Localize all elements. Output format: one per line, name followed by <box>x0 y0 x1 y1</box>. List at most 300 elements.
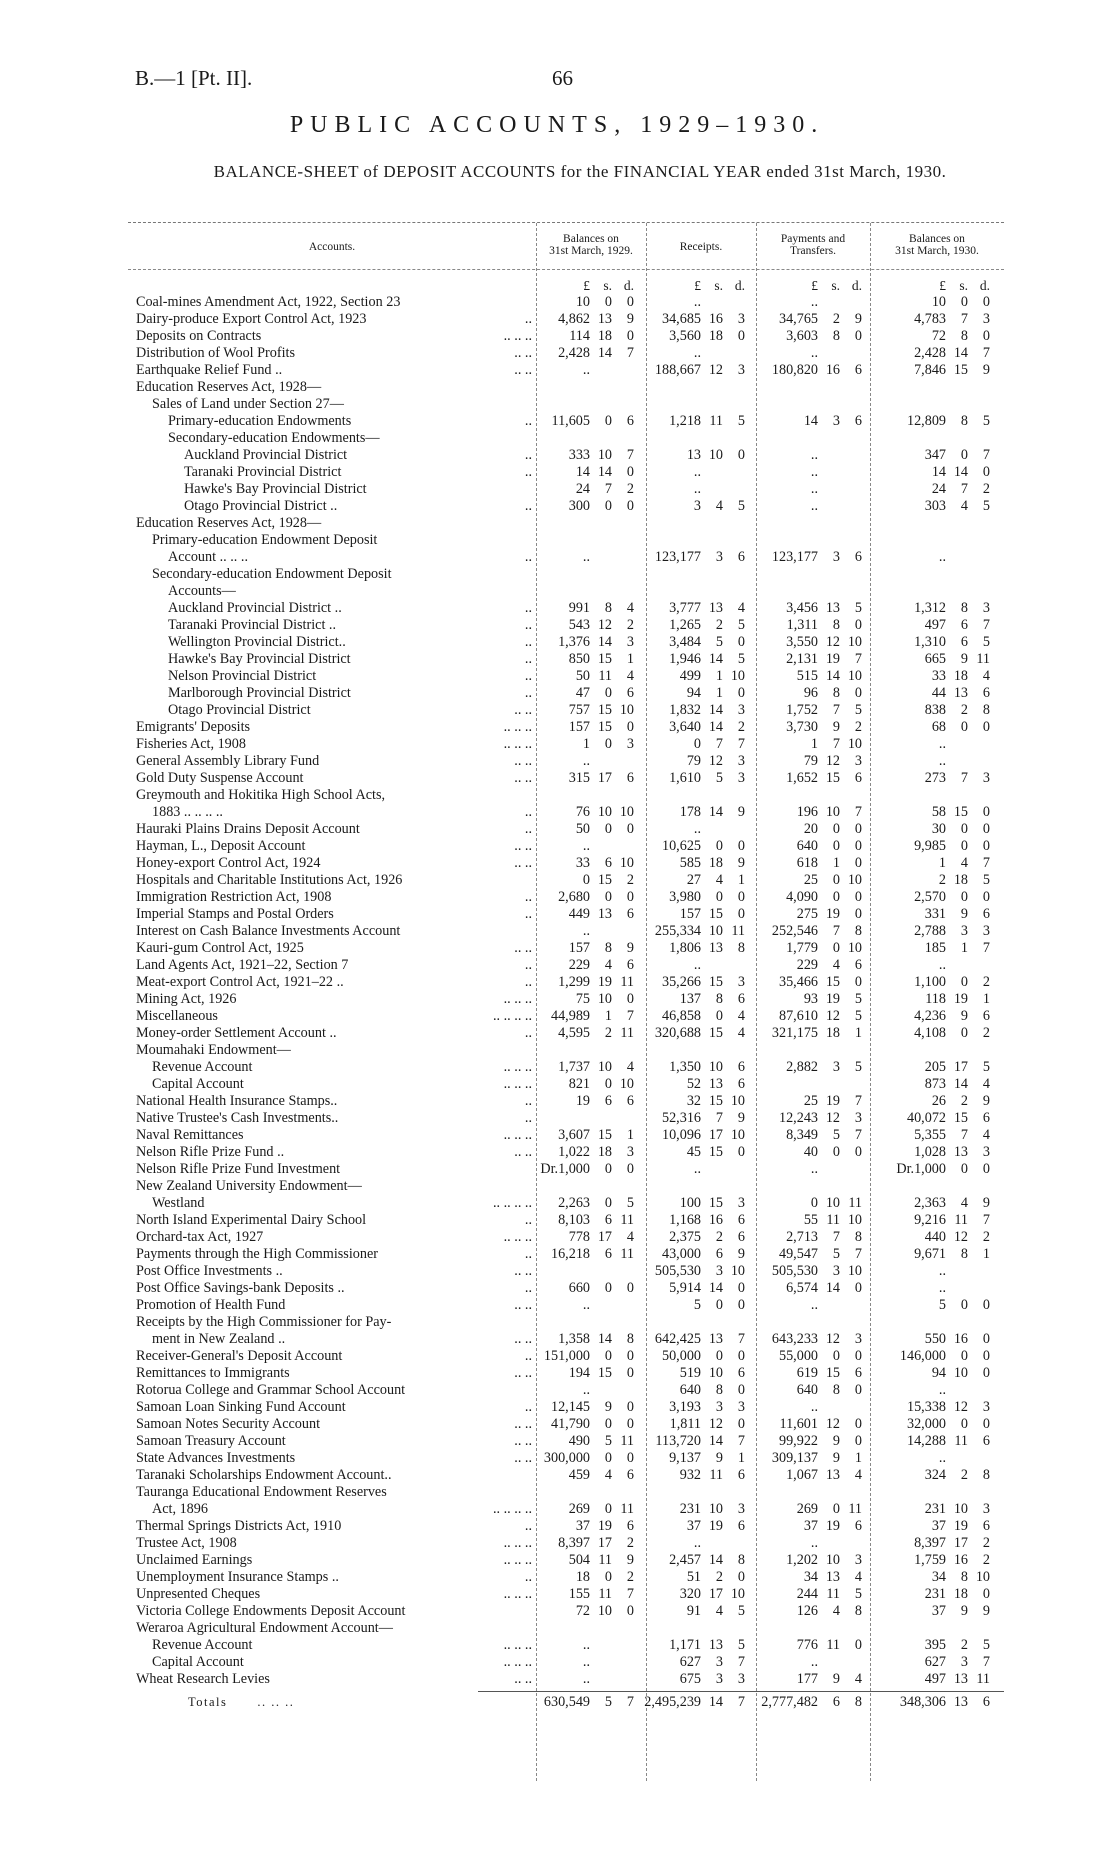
amount-r-pounds: 3,640 <box>669 719 701 735</box>
account-name <box>136 1331 532 1348</box>
amount-p-shillings: 12 <box>825 1008 840 1024</box>
amount-o-shillings: 14 <box>597 634 612 650</box>
amount-c-pounds: 14 <box>931 464 946 480</box>
amount-o-pence: 6 <box>626 1467 634 1483</box>
amount-c-pounds: 4,783 <box>914 311 946 327</box>
amount-o-shillings: 0 <box>604 1569 612 1585</box>
leader-dots: .. <box>524 1348 532 1364</box>
amount-r-pounds: .. <box>693 345 701 361</box>
amount-p-pounds: 1,202 <box>786 1552 818 1568</box>
account-name <box>136 1246 532 1263</box>
account-name <box>136 1399 532 1416</box>
amount-r-pounds: 3,777 <box>669 600 701 616</box>
amount-c-pounds: 5,355 <box>914 1127 946 1143</box>
amount-o-pence: 0 <box>626 889 634 905</box>
account-label: Gold Duty Suspense Account <box>136 770 304 786</box>
account-name <box>136 736 532 753</box>
account-name <box>136 1178 532 1195</box>
amount-o-pounds: 4,862 <box>558 311 590 327</box>
amount-c-pence: 3 <box>982 1399 990 1415</box>
amount-c-pounds: 348,306 <box>899 1694 946 1710</box>
amount-o-shillings: 6 <box>604 1212 612 1228</box>
amount-p-shillings: 18 <box>825 1025 840 1041</box>
amount-o-pounds: 12,145 <box>550 1399 590 1415</box>
amount-p-shillings: 19 <box>825 906 840 922</box>
amount-r-shillings: 7 <box>715 1110 723 1126</box>
amount-r-shillings: 14 <box>708 719 723 735</box>
amount-p-shillings: 13 <box>825 600 840 616</box>
amount-c-shillings: 2 <box>960 702 968 718</box>
leader-dots: .. .. <box>514 1263 532 1279</box>
amount-p-shillings: 13 <box>825 1467 840 1483</box>
amount-p-pence: 8 <box>854 1694 862 1710</box>
leader-dots: .. .. <box>514 838 532 854</box>
amount-p-pence: 8 <box>854 1229 862 1245</box>
amount-p-pounds: 3,603 <box>786 328 818 344</box>
amount-c-pence: 11 <box>976 651 990 667</box>
amount-c-pence: 0 <box>982 1331 990 1347</box>
amount-r-pence: 5 <box>737 1637 745 1653</box>
amount-c-pounds: 8,397 <box>914 1535 946 1551</box>
amount-p-shillings: 4 <box>832 1603 840 1619</box>
amount-p-shillings: 0 <box>832 940 840 956</box>
account-name <box>136 685 532 702</box>
amount-c-pounds: Dr.1,000 <box>896 1161 946 1177</box>
amount-r-shillings: 10 <box>708 1501 723 1517</box>
account-name <box>136 1416 532 1433</box>
amount-c-shillings: 0 <box>960 821 968 837</box>
amount-c-pence: 0 <box>982 838 990 854</box>
amount-p-pence: 10 <box>847 940 862 956</box>
table-row <box>128 770 1004 787</box>
account-label: North Island Experimental Dairy School <box>136 1212 367 1228</box>
amount-r-pounds: 499 <box>679 668 701 684</box>
table-row <box>128 753 1004 770</box>
leader-dots: .. .. <box>514 1297 532 1313</box>
amount-p-shillings: 19 <box>825 1518 840 1534</box>
amount-c-pounds: 10 <box>931 294 946 310</box>
amount-r-shillings: 11 <box>709 1467 723 1483</box>
amount-p-pence: 5 <box>854 702 862 718</box>
table-row <box>128 294 1004 311</box>
amount-o-pence: 11 <box>620 1246 634 1262</box>
amount-r-pounds: 2,495,239 <box>644 1694 701 1710</box>
account-label: Unemployment Insurance Stamps .. <box>136 1569 339 1585</box>
amount-p-pounds: 515 <box>796 668 818 684</box>
amount-c-pounds: 4,236 <box>914 1008 946 1024</box>
amount-o-pence: 0 <box>626 294 634 310</box>
account-label: Capital Account <box>152 1654 244 1670</box>
amount-p-shillings: 12 <box>825 1110 840 1126</box>
leader-dots: .. .. <box>514 1433 532 1449</box>
amount-p-shillings: 19 <box>825 991 840 1007</box>
amount-p-pounds: 8,349 <box>786 1127 818 1143</box>
account-label: Weraroa Agricultural Endowment Account— <box>136 1620 393 1636</box>
account-label: Otago Provincial District .. <box>184 498 338 514</box>
amount-c-pounds: 1,312 <box>914 600 946 616</box>
amount-p-pence: 6 <box>854 362 862 378</box>
amount-o-pounds: 991 <box>568 600 590 616</box>
amount-c-pounds: 303 <box>924 498 946 514</box>
unit-label: d. <box>851 278 862 293</box>
leader-dots: .. .. <box>514 1365 532 1381</box>
table-row <box>128 1535 1004 1552</box>
account-label: Nelson Provincial District <box>168 668 317 684</box>
amount-c-pence: 0 <box>982 719 990 735</box>
amount-o-shillings: 17 <box>597 1229 612 1245</box>
amount-o-shillings: 0 <box>604 1195 612 1211</box>
account-name <box>136 1467 532 1484</box>
amount-c-shillings: 17 <box>953 1535 968 1551</box>
amount-c-pounds: 94 <box>931 1365 946 1381</box>
amount-p-shillings: 0 <box>832 1501 840 1517</box>
account-label: Wellington Provincial District.. <box>168 634 346 650</box>
amount-p-pence: 0 <box>854 1416 862 1432</box>
unit-label: s. <box>831 278 840 293</box>
amount-p-pence: 0 <box>854 617 862 633</box>
account-name <box>136 1518 532 1535</box>
table-row <box>128 583 1004 600</box>
amount-p-pounds: 1,311 <box>786 617 818 633</box>
amount-o-pounds: 1,358 <box>558 1331 590 1347</box>
amount-r-pounds: 5,914 <box>669 1280 701 1296</box>
leader-dots: .. .. <box>514 362 532 378</box>
amount-p-pounds: 1 <box>810 736 818 752</box>
account-label: Primary-education Endowments <box>168 413 352 429</box>
account-label: Secondary-education Endowments— <box>168 430 380 446</box>
account-label: Marlborough Provincial District <box>168 685 351 701</box>
leader-dots: .. .. .. .. <box>492 1195 532 1211</box>
amount-o-pounds: 2,428 <box>558 345 590 361</box>
account-label: Emigrants' Deposits <box>136 719 251 735</box>
amount-c-pounds: .. <box>938 1382 946 1398</box>
account-label: Nelson Rifle Prize Fund .. <box>136 1144 285 1160</box>
amount-c-shillings: 12 <box>953 1399 968 1415</box>
amount-o-pence: 7 <box>626 1586 634 1602</box>
amount-p-shillings: 0 <box>832 821 840 837</box>
amount-c-shillings: 0 <box>960 1297 968 1313</box>
amount-c-pence: 1 <box>982 991 990 1007</box>
account-label: 1883 .. .. .. .. <box>152 804 223 820</box>
amount-p-pounds: 2,713 <box>786 1229 818 1245</box>
amount-c-shillings: 19 <box>953 991 968 1007</box>
amount-o-shillings: 12 <box>597 617 612 633</box>
amount-c-pence: 5 <box>982 1637 990 1653</box>
amount-p-pounds: 269 <box>796 1501 818 1517</box>
amount-o-pounds: 1 <box>582 736 590 752</box>
amount-c-pence: 0 <box>982 1297 990 1313</box>
amount-r-pence: 6 <box>737 1229 745 1245</box>
amount-r-pounds: 675 <box>679 1671 701 1687</box>
amount-c-pounds: 33 <box>931 668 946 684</box>
report-reference: B.—1 [Pt. II]. <box>135 66 253 90</box>
amount-r-pounds: 1,811 <box>669 1416 701 1432</box>
leader-dots: .. <box>524 634 532 650</box>
amount-p-shillings: 6 <box>832 1694 840 1710</box>
account-name <box>136 1382 532 1399</box>
amount-o-shillings: 19 <box>597 1518 612 1534</box>
leader-dots: .. <box>524 1518 532 1534</box>
amount-p-pence: 4 <box>854 1569 862 1585</box>
account-name <box>136 957 532 974</box>
amount-r-pounds: 2,457 <box>669 1552 701 1568</box>
amount-c-pounds: 118 <box>925 991 946 1007</box>
account-label: Samoan Loan Sinking Fund Account <box>136 1399 346 1415</box>
amount-r-pence: 3 <box>737 753 745 769</box>
leader-dots: .. .. .. <box>503 719 532 735</box>
unit-label: d. <box>979 278 990 293</box>
amount-c-pence: 4 <box>982 1076 990 1092</box>
account-name <box>136 1501 532 1518</box>
amount-r-shillings: 1 <box>715 685 723 701</box>
amount-o-shillings: 0 <box>604 498 612 514</box>
amount-o-pence: 10 <box>619 855 634 871</box>
leader-dots: .. .. <box>514 1331 532 1347</box>
amount-c-pence: 6 <box>982 685 990 701</box>
amount-o-pounds: 14 <box>575 464 590 480</box>
amount-p-pounds: 25 <box>803 1093 818 1109</box>
amount-o-shillings: 18 <box>597 328 612 344</box>
leader-dots: .. .. .. <box>503 1229 532 1245</box>
amount-p-pence: 1 <box>854 1025 862 1041</box>
amount-p-pounds: 3,550 <box>786 634 818 650</box>
amount-o-pounds: 821 <box>568 1076 590 1092</box>
amount-o-shillings: 0 <box>604 1450 612 1466</box>
amount-p-pounds: .. <box>810 447 818 463</box>
table-row <box>128 889 1004 906</box>
leader-dots: .. .. .. <box>503 1127 532 1143</box>
amount-p-pence: 7 <box>854 1093 862 1109</box>
amount-r-shillings: 0 <box>715 1008 723 1024</box>
amount-c-pence: 6 <box>982 1518 990 1534</box>
amount-p-pence: 0 <box>854 821 862 837</box>
amount-c-pounds: 1,310 <box>914 634 946 650</box>
amount-o-pounds: 33 <box>575 855 590 871</box>
account-name <box>136 872 532 889</box>
amount-o-shillings: 11 <box>598 668 612 684</box>
amount-o-shillings: 5 <box>604 1694 612 1710</box>
amount-o-shillings: 4 <box>604 1467 612 1483</box>
amount-o-pounds: 1,737 <box>558 1059 590 1075</box>
amount-p-shillings: 3 <box>832 413 840 429</box>
amount-o-pounds: 2,263 <box>558 1195 590 1211</box>
unit-label: £ <box>939 278 946 293</box>
leader-dots: .. .. <box>514 1671 532 1687</box>
amount-p-pence: 3 <box>854 753 862 769</box>
col-header-payments: Payments and Transfers. <box>780 233 846 257</box>
amount-c-pence: 9 <box>982 1603 990 1619</box>
amount-c-pounds: 7,846 <box>914 362 946 378</box>
leader-dots: .. .. <box>514 753 532 769</box>
amount-p-shillings: 10 <box>825 1195 840 1211</box>
amount-r-shillings: 18 <box>708 855 723 871</box>
amount-r-pence: 0 <box>737 1144 745 1160</box>
amount-p-pounds: .. <box>810 1297 818 1313</box>
table-row <box>128 804 1004 821</box>
account-name <box>136 345 532 362</box>
account-label: Westland <box>152 1195 205 1211</box>
amount-o-shillings: 0 <box>604 1416 612 1432</box>
table-row <box>128 328 1004 345</box>
table-row <box>128 991 1004 1008</box>
amount-c-pence: 0 <box>982 1586 990 1602</box>
account-name <box>136 515 532 532</box>
table-row <box>128 1280 1004 1297</box>
amount-r-shillings: 0 <box>715 889 723 905</box>
amount-c-pounds: 873 <box>924 1076 946 1092</box>
account-name <box>136 481 532 498</box>
amount-p-pence: 10 <box>847 1263 862 1279</box>
table-row <box>128 1263 1004 1280</box>
table-row <box>128 396 1004 413</box>
table-row <box>128 1127 1004 1144</box>
amount-o-pounds: 157 <box>568 719 590 735</box>
account-label: Post Office Savings-bank Deposits .. <box>136 1280 345 1296</box>
account-label: Otago Provincial District <box>168 702 311 718</box>
amount-o-pence: 9 <box>626 311 634 327</box>
amount-p-pounds: .. <box>810 481 818 497</box>
amount-o-pence: 6 <box>626 1518 634 1534</box>
amount-c-pence: 3 <box>982 1501 990 1517</box>
amount-c-pence: 0 <box>982 1416 990 1432</box>
leader-dots: .. .. <box>514 940 532 956</box>
amount-c-shillings: 10 <box>953 1501 968 1517</box>
amount-r-pence: 3 <box>737 974 745 990</box>
table-row <box>128 379 1004 396</box>
leader-dots: .. <box>524 957 532 973</box>
account-label: Education Reserves Act, 1928— <box>136 515 322 531</box>
amount-r-shillings: 15 <box>708 974 723 990</box>
amount-o-pence: 10 <box>619 1076 634 1092</box>
amount-o-pounds: 155 <box>568 1586 590 1602</box>
leader-dots: .. <box>524 413 532 429</box>
table-row <box>128 1212 1004 1229</box>
amount-p-pence: 5 <box>854 600 862 616</box>
account-label: Payments through the High Commissioner <box>136 1246 378 1262</box>
amount-p-pounds: 776 <box>796 1637 818 1653</box>
amount-p-pounds: 321,175 <box>771 1025 818 1041</box>
account-name <box>136 617 532 634</box>
table-row <box>128 702 1004 719</box>
amount-c-shillings: 16 <box>953 1552 968 1568</box>
amount-r-pounds: 51 <box>686 1569 701 1585</box>
amount-p-shillings: 19 <box>825 1093 840 1109</box>
account-name <box>136 549 532 566</box>
amount-c-pounds: 2,788 <box>914 923 946 939</box>
leader-dots: .. .. .. <box>503 1535 532 1551</box>
amount-o-pence: 0 <box>626 1416 634 1432</box>
amount-r-pounds: 3,980 <box>669 889 701 905</box>
amount-r-pounds: 3,560 <box>669 328 701 344</box>
amount-p-pence: 5 <box>854 1586 862 1602</box>
amount-c-shillings: 2 <box>960 1637 968 1653</box>
amount-o-pence: 0 <box>626 1450 634 1466</box>
leader-dots: .. <box>524 804 532 820</box>
amount-o-pence: 3 <box>626 1144 634 1160</box>
amount-r-pence: 0 <box>737 1569 745 1585</box>
account-name <box>136 1212 532 1229</box>
amount-o-pounds: 1,376 <box>558 634 590 650</box>
table-row <box>128 600 1004 617</box>
amount-o-shillings: 7 <box>604 481 612 497</box>
amount-r-pounds: 1,265 <box>669 617 701 633</box>
amount-r-pence: 5 <box>737 498 745 514</box>
amount-r-pence: 1 <box>737 872 745 888</box>
amount-p-pounds: 1,779 <box>786 940 818 956</box>
amount-r-pounds: .. <box>693 821 701 837</box>
table-row <box>128 1518 1004 1535</box>
amount-p-pence: 10 <box>847 634 862 650</box>
account-label: Act, 1896 <box>152 1501 208 1517</box>
amount-c-pence: 0 <box>982 1365 990 1381</box>
amount-r-pence: 3 <box>737 770 745 786</box>
amount-o-pence: 0 <box>626 821 634 837</box>
amount-r-pence: 6 <box>737 1467 745 1483</box>
amount-o-pence: 7 <box>626 447 634 463</box>
amount-c-shillings: 13 <box>953 1694 968 1710</box>
leader-dots: .. .. <box>514 855 532 871</box>
amount-c-pence: 2 <box>982 481 990 497</box>
amount-p-pounds: .. <box>810 345 818 361</box>
amount-c-pence: 3 <box>982 923 990 939</box>
amount-c-pence: 2 <box>982 1025 990 1041</box>
amount-r-shillings: 2 <box>715 1229 723 1245</box>
amount-p-pounds: 2,131 <box>786 651 818 667</box>
account-name <box>136 430 532 447</box>
amount-o-shillings: 0 <box>604 1348 612 1364</box>
amount-c-shillings: 17 <box>953 1059 968 1075</box>
amount-r-pounds: 3,193 <box>669 1399 701 1415</box>
account-label: Naval Remittances <box>136 1127 244 1143</box>
amount-r-pence: 10 <box>730 1127 745 1143</box>
leader-dots: .. <box>524 1569 532 1585</box>
amount-o-shillings: 0 <box>604 736 612 752</box>
amount-p-pence: 4 <box>854 1671 862 1687</box>
amount-p-shillings: 7 <box>832 923 840 939</box>
leader-dots: .. <box>524 1025 532 1041</box>
leader-dots: .. .. .. <box>503 1076 532 1092</box>
amount-p-pounds: 126 <box>796 1603 818 1619</box>
amount-p-pence: 0 <box>854 1348 862 1364</box>
amount-r-pounds: 1,946 <box>669 651 701 667</box>
amount-o-pence: 10 <box>619 702 634 718</box>
page-subtitle: BALANCE-SHEET of DEPOSIT ACCOUNTS for the FINANCIAL YEAR ended 31st March, 1930. <box>213 162 947 181</box>
amount-r-pounds: 505,530 <box>654 1263 701 1279</box>
amount-r-pence: 0 <box>737 685 745 701</box>
amount-r-pence: 8 <box>737 1552 745 1568</box>
amount-r-pence: 5 <box>737 617 745 633</box>
amount-o-shillings: 17 <box>597 1535 612 1551</box>
table-row <box>128 447 1004 464</box>
table-row <box>128 498 1004 515</box>
amount-r-pounds: 100 <box>679 1195 701 1211</box>
amount-o-pounds: .. <box>582 1297 590 1313</box>
amount-p-shillings: 9 <box>832 1671 840 1687</box>
account-label: Account .. .. .. <box>168 549 248 565</box>
amount-o-shillings: 13 <box>597 311 612 327</box>
amount-p-pence: 0 <box>854 974 862 990</box>
amount-r-pence: 7 <box>737 1331 745 1347</box>
table-row <box>128 413 1004 430</box>
leader-dots: .. <box>524 906 532 922</box>
amount-c-shillings: 14 <box>953 1076 968 1092</box>
table-row <box>128 736 1004 753</box>
leader-dots: .. .. .. <box>503 1654 532 1670</box>
amount-o-pounds: 490 <box>568 1433 590 1449</box>
account-label: Earthquake Relief Fund .. <box>136 362 283 378</box>
amount-o-pence: 5 <box>626 1195 634 1211</box>
amount-r-pounds: .. <box>693 1535 701 1551</box>
